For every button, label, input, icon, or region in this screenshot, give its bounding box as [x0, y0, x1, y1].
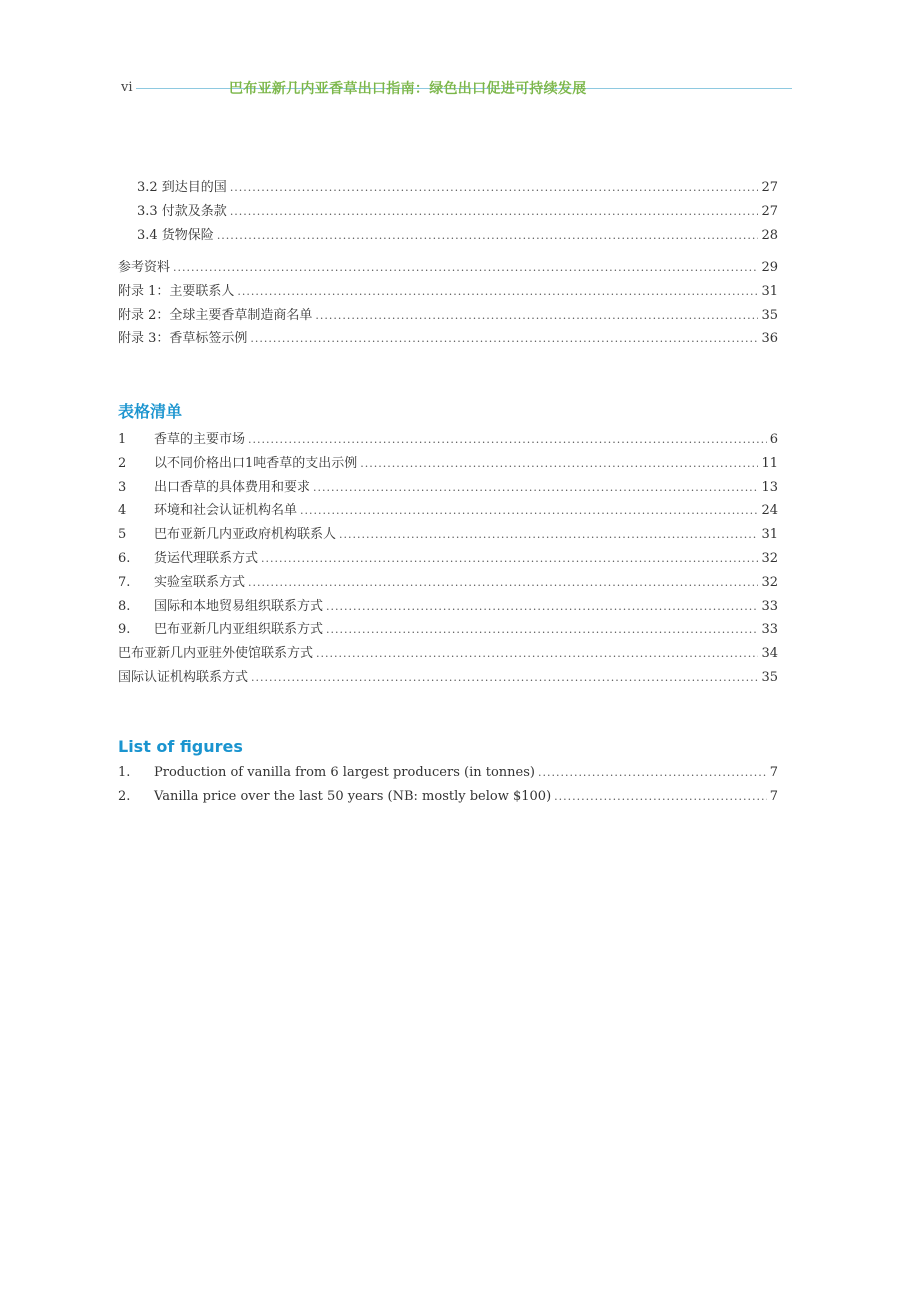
toc-entry[interactable]	[118, 256, 778, 280]
table-entry-label: 巴布亚新几内亚政府机构联系人	[154, 527, 337, 543]
toc-leader	[250, 332, 758, 345]
table-entry-page: 33	[761, 622, 778, 638]
toc-entry-label: 附录 2：全球主要香草制造商名单	[118, 307, 313, 323]
figure-entry[interactable]	[118, 789, 778, 813]
table-entry-label: 货运代理联系方式	[154, 550, 259, 566]
toc-entry[interactable]	[118, 280, 778, 304]
table-entry-label: 巴布亚新几内亚驻外使馆联系方式	[118, 646, 314, 662]
figure-entry-label: Production of vanilla from 6 largest producers (in tonnes)	[154, 765, 535, 780]
toc-leader	[248, 433, 767, 446]
table-entry-label: 国际和本地贸易组织联系方式	[154, 598, 324, 614]
toc-leader	[251, 671, 758, 684]
toc-leader	[554, 790, 767, 803]
table-entry-label: 出口香草的具体费用和要求	[154, 479, 311, 495]
table-entry[interactable]	[118, 476, 778, 500]
header-title: 巴布亚新几内亚香草出口指南：绿色出口促进可持续发展	[229, 81, 587, 97]
toc-leader	[538, 766, 767, 779]
toc-appendices	[118, 256, 778, 351]
toc-entry-label: 附录 1：主要联系人	[118, 283, 235, 299]
table-entry-page: 31	[761, 527, 778, 543]
table-entry[interactable]	[118, 499, 778, 523]
toc-entry-page: 35	[761, 307, 778, 323]
table-entry-label: 国际认证机构联系方式	[118, 669, 249, 685]
table-entry[interactable]	[118, 571, 778, 595]
table-entry-label: 香草的主要市场	[154, 432, 246, 447]
table-entry[interactable]	[118, 595, 778, 619]
toc-leader	[326, 623, 758, 636]
figure-entry[interactable]	[118, 765, 778, 789]
table-entry-label: 环境和社会认证机构名单	[154, 503, 298, 519]
table-entry-number: 6.	[118, 550, 131, 566]
table-entry-page: 24	[761, 503, 778, 519]
toc-entry[interactable]	[118, 327, 778, 351]
toc-entry[interactable]	[118, 176, 778, 200]
table-entry-label: 实验室联系方式	[154, 574, 246, 590]
table-entry-number: 9.	[118, 622, 131, 638]
figures-heading: List of figures	[118, 737, 243, 756]
toc-leader	[313, 481, 758, 494]
table-entry-page: 13	[761, 479, 778, 495]
table-entry-page: 33	[761, 598, 778, 614]
figure-entry-number: 1.	[118, 765, 131, 780]
table-entry-page: 35	[761, 669, 778, 685]
table-entry-page: 6	[769, 432, 778, 447]
toc-leader	[237, 285, 758, 298]
table-entry[interactable]	[118, 666, 778, 690]
toc-leader	[230, 205, 759, 218]
toc-entry[interactable]	[118, 224, 778, 248]
table-entry-number: 8.	[118, 598, 131, 614]
table-entry-number: 4	[118, 503, 127, 519]
toc-entry-label: 3.2 到达目的国	[137, 180, 227, 195]
table-entry[interactable]	[118, 618, 778, 642]
toc-leader	[300, 504, 758, 517]
table-entry-page: 11	[761, 455, 778, 471]
tables-list	[118, 428, 778, 690]
toc-leader	[315, 309, 758, 322]
toc-leader	[339, 528, 758, 541]
table-entry-page: 34	[761, 646, 778, 662]
figure-entry-page: 7	[769, 765, 778, 780]
table-entry[interactable]	[118, 642, 778, 666]
toc-subsections	[118, 176, 778, 247]
figure-entry-page: 7	[769, 788, 778, 804]
table-entry-label: 巴布亚新几内亚组织联系方式	[154, 622, 324, 638]
table-entry[interactable]	[118, 452, 778, 476]
toc-entry-page: 31	[761, 283, 778, 299]
toc-entry-label: 3.4 货物保险	[137, 227, 214, 243]
table-entry-number: 1	[118, 432, 127, 447]
toc-entry-page: 36	[761, 331, 778, 347]
toc-leader	[261, 552, 758, 565]
table-entry[interactable]	[118, 428, 778, 452]
table-entry-number: 3	[118, 479, 127, 495]
toc-entry-page: 27	[761, 203, 778, 219]
page-number: vi	[121, 80, 136, 95]
table-entry-page: 32	[761, 574, 778, 590]
running-header	[121, 78, 792, 100]
toc-entry-page: 29	[761, 260, 778, 275]
table-entry[interactable]	[118, 523, 778, 547]
toc-leader	[230, 181, 759, 194]
table-entry-number: 2	[118, 455, 127, 471]
toc-entry-page: 28	[761, 227, 778, 243]
toc-entry-label: 参考资料	[118, 260, 171, 275]
toc-entry[interactable]	[118, 304, 778, 328]
toc-leader	[173, 261, 758, 274]
table-entry-number: 7.	[118, 574, 131, 590]
table-entry-page: 32	[761, 550, 778, 566]
toc-leader	[326, 600, 758, 613]
table-entry-number: 5	[118, 527, 127, 543]
figures-list	[118, 765, 778, 813]
toc-entry-page: 27	[761, 180, 778, 195]
figure-entry-label: Vanilla price over the last 50 years (NB: mostly below $100)	[154, 788, 552, 804]
toc-entry-label: 3.3 付款及条款	[137, 203, 227, 219]
toc-entry-label: 附录 3：香草标签示例	[118, 331, 248, 347]
toc-leader	[316, 647, 758, 660]
toc-leader	[360, 457, 758, 470]
figure-entry-number: 2.	[118, 788, 131, 804]
table-entry[interactable]	[118, 547, 778, 571]
toc-entry[interactable]	[118, 200, 778, 224]
toc-leader	[248, 576, 758, 589]
table-entry-label: 以不同价格出口1吨香草的支出示例	[154, 455, 358, 471]
toc-leader	[217, 229, 759, 242]
tables-heading: 表格清单	[118, 402, 183, 421]
